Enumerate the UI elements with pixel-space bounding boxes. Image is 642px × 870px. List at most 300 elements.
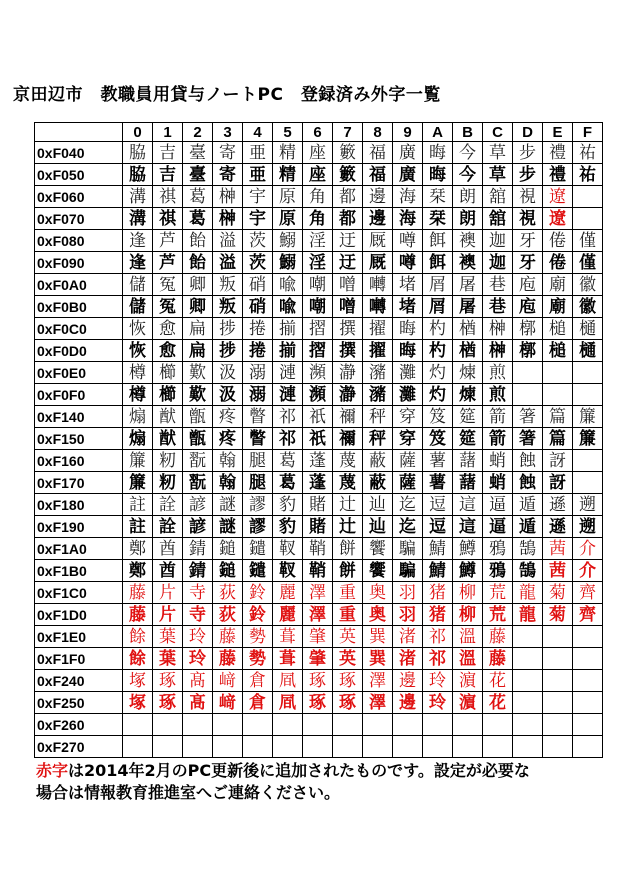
char-cell [483,714,513,736]
char-cell: 辻 [333,516,363,538]
char-cell: 撰 [333,340,363,362]
char-cell: 蔑 [333,472,363,494]
char-cell: 柳 [453,604,483,626]
column-header: C [483,123,513,142]
char-cell: 遁 [513,494,543,516]
row-code: 0xF1C0 [35,582,123,604]
char-cell: 羽 [393,582,423,604]
char-cell: 榊 [483,340,513,362]
char-cell: 祐 [573,164,603,186]
char-cell: 脇 [123,142,153,164]
char-cell [543,736,573,758]
char-cell: 鈴 [243,604,273,626]
char-cell: 甑 [183,428,213,450]
char-cell: 脇 [123,164,153,186]
char-cell: 邊 [393,670,423,692]
column-header: 3 [213,123,243,142]
char-cell: 簾 [123,450,153,472]
char-cell: 都 [333,208,363,230]
char-cell [513,362,543,384]
char-cell [573,450,603,472]
char-cell: 芦 [153,252,183,274]
char-cell: 廟 [543,296,573,318]
char-cell: 豹 [273,494,303,516]
char-cell [123,714,153,736]
char-cell: 迄 [393,494,423,516]
char-cell [573,362,603,384]
char-cell: 扁 [183,318,213,340]
char-cell [243,714,273,736]
char-cell: 蝕 [513,450,543,472]
char-cell [543,714,573,736]
char-cell: 福 [363,164,393,186]
char-cell: 勢 [243,648,273,670]
char-cell: 溝 [123,186,153,208]
row-code: 0xF070 [35,208,123,230]
char-cell: 溢 [213,252,243,274]
column-header: 9 [393,123,423,142]
char-cell: 噂 [393,230,423,252]
char-cell: 饗 [363,538,393,560]
char-cell: 煽 [123,406,153,428]
char-cell: 訝 [543,450,573,472]
char-cell: 荻 [213,582,243,604]
char-cell: 晦 [393,318,423,340]
row-code: 0xF240 [35,670,123,692]
char-cell: 扁 [183,340,213,362]
table-row [35,736,603,758]
char-cell: 遁 [513,516,543,538]
char-cell: 笈 [423,428,453,450]
char-cell: 海 [393,186,423,208]
char-cell: 笈 [423,406,453,428]
char-cell: 溺 [243,362,273,384]
char-cell: 庖 [513,296,543,318]
row-code: 0xF270 [35,736,123,758]
char-cell: 廟 [543,274,573,296]
table-row [35,274,603,296]
table-row [35,648,603,670]
char-cell: 琢 [153,670,183,692]
char-cell: 邊 [363,208,393,230]
table-body [35,142,603,758]
char-cell: 甑 [183,406,213,428]
char-cell [573,208,603,230]
char-cell: 錆 [183,560,213,582]
char-cell: 麗 [273,604,303,626]
char-cell: 龍 [513,604,543,626]
char-cell: 腿 [243,472,273,494]
char-cell: 介 [573,560,603,582]
char-cell: 琢 [333,692,363,714]
char-cell [543,384,573,406]
char-cell: 齊 [573,582,603,604]
column-header: 6 [303,123,333,142]
page-title: 京田辺市 教職員用貸与ノートPC 登録済み外字一覧 [13,85,441,105]
char-cell: 諺 [183,494,213,516]
char-cell: 葺 [273,648,303,670]
char-cell: 遜 [543,494,573,516]
char-cell: 視 [513,208,543,230]
char-cell: 都 [333,186,363,208]
char-cell: 薩 [393,472,423,494]
table-row [35,164,603,186]
char-cell [333,736,363,758]
char-cell: 辿 [363,516,393,538]
char-cell: 槌 [543,318,573,340]
char-cell: 厩 [363,252,393,274]
char-cell [453,736,483,758]
char-cell: 祺 [153,208,183,230]
char-cell: 逼 [483,494,513,516]
char-cell: 茜 [543,538,573,560]
char-cell [513,626,543,648]
row-code: 0xF1D0 [35,604,123,626]
char-cell: 籾 [153,472,183,494]
char-cell: 楢 [453,318,483,340]
char-cell: 琢 [333,670,363,692]
char-cell: 片 [153,604,183,626]
char-cell [153,714,183,736]
char-cell: 草 [483,142,513,164]
row-code: 0xF160 [35,450,123,472]
char-cell: 槌 [543,340,573,362]
char-cell: 叛 [213,274,243,296]
char-cell: 辻 [333,494,363,516]
table-row [35,714,603,736]
row-code: 0xF0B0 [35,296,123,318]
char-cell: 藤 [123,582,153,604]
char-cell: 倉 [243,692,273,714]
char-cell: 薯 [423,450,453,472]
char-cell: 邊 [393,692,423,714]
char-cell: 菊 [543,582,573,604]
char-cell: 朗 [453,186,483,208]
char-cell: 餘 [123,648,153,670]
char-cell [243,736,273,758]
char-cell [423,714,453,736]
char-cell: 髙 [183,670,213,692]
char-cell: 徽 [573,274,603,296]
char-cell: 晦 [393,340,423,362]
char-cell: 餌 [423,230,453,252]
char-cell: 琢 [303,670,333,692]
char-cell [393,714,423,736]
char-cell: 葺 [273,626,303,648]
char-cell [183,736,213,758]
char-cell: 翰 [213,472,243,494]
char-cell: 鯖 [423,538,453,560]
char-cell: 襖 [453,230,483,252]
char-cell: 茨 [243,230,273,252]
char-cell: 樋 [573,340,603,362]
char-cell: 栞 [423,186,453,208]
char-cell: 牙 [513,230,543,252]
table-row [35,450,603,472]
char-cell: 溫 [453,626,483,648]
char-cell: 迂 [333,252,363,274]
char-cell: 倦 [543,252,573,274]
char-cell: 寺 [183,604,213,626]
red-text-label: 赤字 [36,761,69,780]
char-cell: 祺 [153,186,183,208]
char-cell: 箭 [483,428,513,450]
char-cell: 叛 [213,296,243,318]
char-cell: 重 [333,604,363,626]
char-cell: 嘲 [303,274,333,296]
char-cell [573,648,603,670]
column-header: E [543,123,573,142]
char-cell: 籔 [333,142,363,164]
char-cell: 擢 [363,318,393,340]
char-cell: 靫 [273,538,303,560]
char-cell: 噂 [393,252,423,274]
char-cell: 葛 [273,450,303,472]
char-cell [513,736,543,758]
char-cell [543,670,573,692]
char-cell: 蔑 [333,450,363,472]
char-cell: 渚 [393,626,423,648]
char-cell: 這 [453,494,483,516]
char-cell: 庖 [513,274,543,296]
char-cell: 迦 [483,252,513,274]
table-row [35,384,603,406]
char-cell: 噌 [333,274,363,296]
char-cell: 精 [273,142,303,164]
char-cell: 撰 [333,318,363,340]
char-cell: 巷 [483,274,513,296]
char-cell: 瀞 [333,362,363,384]
char-cell [573,736,603,758]
char-cell: 葛 [183,208,213,230]
char-cell: 海 [393,208,423,230]
char-cell: 疼 [213,406,243,428]
char-cell [543,648,573,670]
char-cell: 蛸 [483,472,513,494]
row-code: 0xF0A0 [35,274,123,296]
footnote-text-1: は2014年2月のPC更新後に追加されたものです。設定が必要な [68,761,530,780]
char-cell: 步 [513,164,543,186]
char-cell: 篇 [543,428,573,450]
char-cell: 禰 [333,406,363,428]
char-cell: 奥 [363,604,393,626]
char-cell: 恢 [123,340,153,362]
char-cell: 角 [303,208,333,230]
char-cell: 樽 [123,362,153,384]
char-cell: 樋 [573,318,603,340]
char-cell: 賭 [303,494,333,516]
char-cell: 寄 [213,142,243,164]
char-cell: 翫 [183,472,213,494]
char-cell: 囀 [363,296,393,318]
char-cell: 錆 [183,538,213,560]
char-cell: 煽 [123,428,153,450]
char-cell: 僅 [573,252,603,274]
char-cell: 謬 [243,516,273,538]
char-cell [453,714,483,736]
char-cell: 邊 [363,186,393,208]
char-cell: 片 [153,582,183,604]
char-cell: 藷 [453,450,483,472]
char-cell: 鴉 [483,560,513,582]
char-cell [573,384,603,406]
char-cell: 訝 [543,472,573,494]
table-row [35,252,603,274]
char-cell: 蔽 [363,472,393,494]
char-cell: 豹 [273,516,303,538]
char-cell: 囀 [363,274,393,296]
char-cell: 恢 [123,318,153,340]
char-cell: 簾 [573,406,603,428]
char-cell: 儲 [123,296,153,318]
table-row [35,142,603,164]
char-cell: 視 [513,186,543,208]
char-cell: 肇 [303,626,333,648]
char-cell: 捗 [213,318,243,340]
char-cell: 愈 [153,340,183,362]
column-header: 8 [363,123,393,142]
char-cell: 澤 [363,692,393,714]
char-cell: 槨 [513,340,543,362]
char-cell: 今 [453,164,483,186]
table-row [35,538,603,560]
char-cell: 肇 [303,648,333,670]
char-cell: 巷 [483,296,513,318]
char-cell: 重 [333,582,363,604]
char-cell: 迦 [483,230,513,252]
char-cell: 奥 [363,582,393,604]
char-cell: 荒 [483,604,513,626]
char-cell [513,384,543,406]
char-cell: 賭 [303,516,333,538]
char-cell: 澤 [303,604,333,626]
char-cell: 澤 [363,670,393,692]
char-cell: 飴 [183,252,213,274]
char-cell: 荒 [483,582,513,604]
char-cell: 荻 [213,604,243,626]
char-cell: 簾 [573,428,603,450]
char-cell [183,714,213,736]
row-code: 0xF250 [35,692,123,714]
row-code: 0xF190 [35,516,123,538]
char-cell: 鎚 [213,538,243,560]
footnote [36,760,530,804]
char-cell: 煎 [483,362,513,384]
char-cell: 亜 [243,142,273,164]
char-cell: 勢 [243,626,273,648]
char-cell: 淫 [303,230,333,252]
char-cell: 屠 [453,274,483,296]
char-cell: 冤 [153,274,183,296]
table-row [35,318,603,340]
char-cell: 祇 [303,428,333,450]
table-row [35,604,603,626]
char-cell: 餅 [333,538,363,560]
char-cell: 猷 [153,428,183,450]
char-cell: 瀕 [303,384,333,406]
char-cell: 徽 [573,296,603,318]
table-row [35,670,603,692]
char-cell: 廣 [393,142,423,164]
column-header: D [513,123,543,142]
char-cell [363,736,393,758]
table-row [35,582,603,604]
char-cell: 鴉 [483,538,513,560]
char-cell: 玲 [423,692,453,714]
char-cell: 襖 [453,252,483,274]
char-cell [573,472,603,494]
char-cell: 瞥 [243,406,273,428]
char-cell: 鎚 [213,560,243,582]
char-cell: 凮 [273,670,303,692]
row-code: 0xF040 [35,142,123,164]
row-code: 0xF1E0 [35,626,123,648]
char-cell: 灘 [393,362,423,384]
char-cell: 厩 [363,230,393,252]
char-cell: 原 [273,186,303,208]
row-code: 0xF0E0 [35,362,123,384]
char-cell: 臺 [183,142,213,164]
char-cell: 謎 [213,494,243,516]
char-cell: 茨 [243,252,273,274]
char-cell: 步 [513,142,543,164]
char-cell [573,692,603,714]
table-row [35,428,603,450]
column-header: B [453,123,483,142]
char-cell: 逗 [423,494,453,516]
char-cell: 疼 [213,428,243,450]
char-cell: 寺 [183,582,213,604]
char-cell [513,670,543,692]
table-row [35,230,603,252]
char-cell: 原 [273,208,303,230]
char-cell: 諺 [183,516,213,538]
row-code: 0xF0F0 [35,384,123,406]
footnote-line-2: 場合は情報教育推進室へご連絡ください。 [36,783,341,802]
char-cell: 溺 [243,384,273,406]
char-cell: 嘲 [303,296,333,318]
table-row [35,406,603,428]
char-cell: 歎 [183,362,213,384]
column-header: 2 [183,123,213,142]
char-cell: 花 [483,670,513,692]
char-cell: 巽 [363,626,393,648]
char-cell: 芦 [153,230,183,252]
char-cell: 藤 [213,626,243,648]
char-cell: 漣 [273,384,303,406]
char-cell [543,362,573,384]
char-cell: 屠 [453,296,483,318]
char-cell: 晦 [423,164,453,186]
char-cell: 註 [123,516,153,538]
char-cell: 藤 [483,626,513,648]
table-row [35,692,603,714]
char-cell: 揃 [273,318,303,340]
char-cell: 謎 [213,516,243,538]
row-code: 0xF090 [35,252,123,274]
char-cell: 﨑 [213,692,243,714]
char-cell: 薯 [423,472,453,494]
char-cell: 愈 [153,318,183,340]
char-cell: 詮 [153,494,183,516]
char-cell: 蓬 [303,450,333,472]
row-code: 0xF150 [35,428,123,450]
row-code: 0xF1F0 [35,648,123,670]
char-cell: 逗 [423,516,453,538]
char-cell: 濵 [453,692,483,714]
char-cell: 屑 [423,274,453,296]
char-cell: 卿 [183,274,213,296]
